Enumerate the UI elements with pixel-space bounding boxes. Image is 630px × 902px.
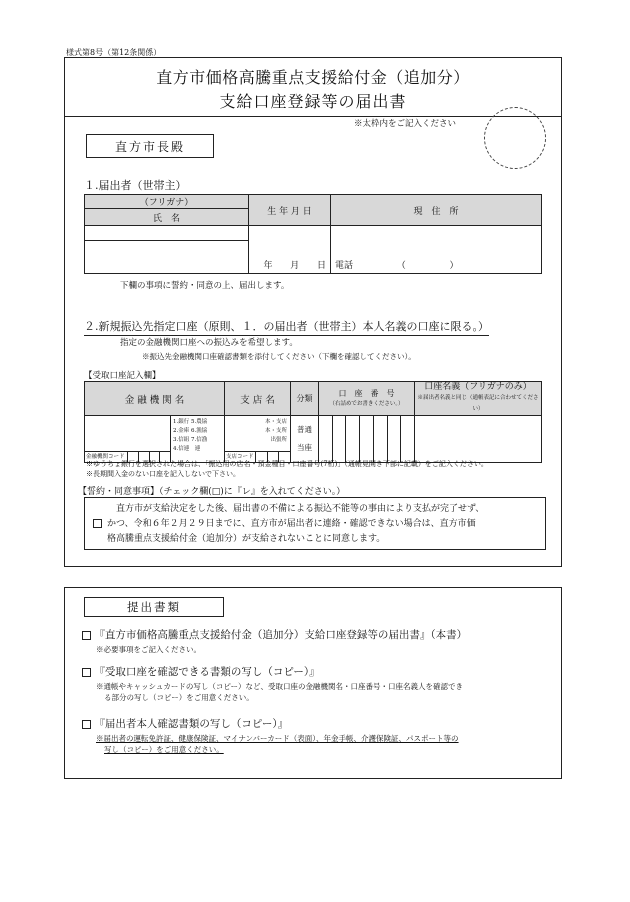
consent-text: [107, 502, 484, 547]
bank-type-opt[interactable]: 3.信組 7.信漁: [173, 437, 208, 443]
account-digit-cell[interactable]: [332, 416, 346, 462]
account-digit-cell[interactable]: [373, 416, 387, 462]
document-note: ※必要事項をご記入ください。: [96, 645, 201, 654]
branch-type-opt[interactable]: 本・支店: [264, 419, 287, 425]
holder-sub: ※届出者名義と同じ（通帳表記に合わせてください）: [417, 395, 539, 412]
branch-type-options[interactable]: [225, 416, 290, 451]
phone-paren-open: （: [396, 261, 406, 271]
account-field-label: 【受取口座記入欄】: [84, 371, 161, 381]
fill-instruction-note: ※太枠内をご記入ください: [354, 119, 457, 129]
document-item: [82, 627, 552, 655]
dob-year-label: 年: [263, 261, 273, 271]
yucho-note: ※ゆうちょ銀行を選択された場合は、「振込用の店名・預金種目・口座番号(7桁)」（通帳見開き下部に記載）をご記入ください。: [86, 460, 488, 468]
documents-title: 提出書類: [84, 597, 224, 617]
branch-name-header: 支 店 名: [225, 382, 291, 416]
receipt-stamp-circle: [484, 107, 546, 169]
account-digit-cell[interactable]: [345, 416, 359, 462]
account-type-opt[interactable]: 当座: [297, 443, 312, 452]
section2-heading: ２.新規振込先指定口座（原則、１．の届出者（世帯主）本人名義の口座に限る。）: [84, 318, 489, 336]
address-header: 現 住 所: [331, 195, 542, 226]
account-digit-cell[interactable]: [400, 416, 414, 462]
account-number-header: [319, 382, 415, 416]
account-type-header: 分類: [291, 382, 319, 416]
bank-type-opt[interactable]: 2.金庫 6.漁協: [173, 428, 208, 434]
phone-label: 電話: [335, 261, 354, 271]
document-checkbox[interactable]: [82, 668, 91, 677]
long-term-note: ※長期間入金のない口座を記入しないで下さい。: [86, 470, 240, 478]
document-note: ※通帳やキャッシュカードの写し（コピー）など、受取口座の金融機関名・口座番号・口座名義人を確認でき: [96, 682, 464, 691]
bank-type-opt[interactable]: 4.信連 連: [173, 446, 201, 452]
dob-header: 生 年 月 日: [249, 195, 331, 226]
account-type-input[interactable]: [291, 416, 319, 463]
branch-code-label: 支店コード: [226, 454, 254, 460]
document-note: 写し（コピー）をご用意ください。: [104, 745, 224, 754]
consent-text-line: 直方市が支給決定をした後、届出書の不備による振込不能等の事由により支払が完了せず、: [116, 504, 485, 514]
holder-input[interactable]: [415, 416, 542, 463]
furigana-header: （フリガナ）: [85, 195, 249, 209]
account-number-title: 口 座 番 号: [338, 388, 395, 398]
document-note: ※届出者の運転免許証、健康保険証、マイナンバーカード（表面）、年金手帳、介護保険証、パスポート等の: [96, 734, 459, 743]
form-number-label: 様式第8号（第12条関係）: [66, 48, 162, 57]
account-number-sub: （右詰めでお書きください。）: [329, 400, 404, 407]
document-label: 『直方市価格高騰重点支援給付金（追加分）支給口座登録等の届出書』（本書）: [94, 629, 468, 641]
consent-box: [84, 497, 546, 550]
bank-type-options[interactable]: [171, 416, 224, 462]
account-digit-cell[interactable]: [359, 416, 373, 462]
form-title-line2: 支給口座登録等の届出書: [219, 92, 407, 111]
section2-attach-note: ※振込先金融機関口座確認書類を添付してください（下欄を確認してください）。: [142, 352, 416, 361]
phone-paren-close: ）: [449, 261, 459, 271]
addressee-box: 直方市長殿: [86, 134, 214, 158]
account-type-opt[interactable]: 普通: [297, 425, 312, 434]
document-label: 『届出者本人確認書類の写し（コピー）』: [94, 718, 289, 730]
account-digit-cell[interactable]: [387, 416, 401, 462]
bank-type-opt[interactable]: 1.銀行 5.農協: [173, 419, 208, 425]
document-item: [82, 716, 552, 755]
consent-text-line: かつ、令和６年２月２９日までに、直方市が届出者に連絡・確認できない場合は、直方市価: [107, 519, 476, 529]
section2-desire-text: 指定の金融機関口座への振込みを希望します。: [120, 338, 298, 348]
holder-header: [415, 382, 542, 416]
pledge-text: 下欄の事項に誓約・同意の上、届出します。: [120, 281, 290, 291]
consent-heading: 【誓約・同意事項】（チェック欄(□)に『レ』を入れてください。）: [78, 487, 346, 497]
document-note: る部分の写し（コピー）をご用意ください。: [104, 693, 254, 702]
branch-type-opt[interactable]: 出張所: [270, 437, 287, 443]
furigana-input[interactable]: [85, 226, 249, 241]
branch-name-input[interactable]: [225, 416, 291, 463]
document-checkbox[interactable]: [82, 720, 91, 729]
bank-code-label: 金融機関コード: [86, 454, 125, 460]
document-item: [82, 664, 552, 703]
account-number-input[interactable]: [319, 416, 415, 463]
document-checkbox[interactable]: [82, 631, 91, 640]
document-label: 『受取口座を確認できる書類の写し（コピー）』: [94, 666, 320, 678]
dob-input[interactable]: [249, 226, 331, 274]
dob-month-label: 月: [290, 261, 300, 271]
consent-text-line: 格高騰重点支援給付金（追加分）が支給されないことに同意します。: [107, 534, 386, 544]
account-table: [84, 381, 542, 463]
form-title-line1: 直方市価格高騰重点支援給付金（追加分）: [156, 68, 470, 87]
holder-title: 口座名義（フリガナのみ）: [424, 382, 532, 392]
section1-heading: １.届出者（世帯主）: [84, 177, 187, 195]
branch-type-opt[interactable]: 本・支所: [264, 428, 287, 434]
name-header: 氏 名: [85, 209, 249, 226]
consent-checkbox[interactable]: [93, 519, 102, 528]
bank-name-header: 金 融 機 関 名: [85, 382, 225, 416]
name-input[interactable]: [85, 241, 249, 274]
address-input[interactable]: [331, 226, 542, 274]
dob-day-label: 日: [316, 261, 326, 271]
account-digit-cell[interactable]: [319, 416, 332, 462]
bank-name-input[interactable]: [85, 416, 225, 463]
applicant-table: [84, 194, 542, 274]
form-title-block: [64, 57, 562, 117]
